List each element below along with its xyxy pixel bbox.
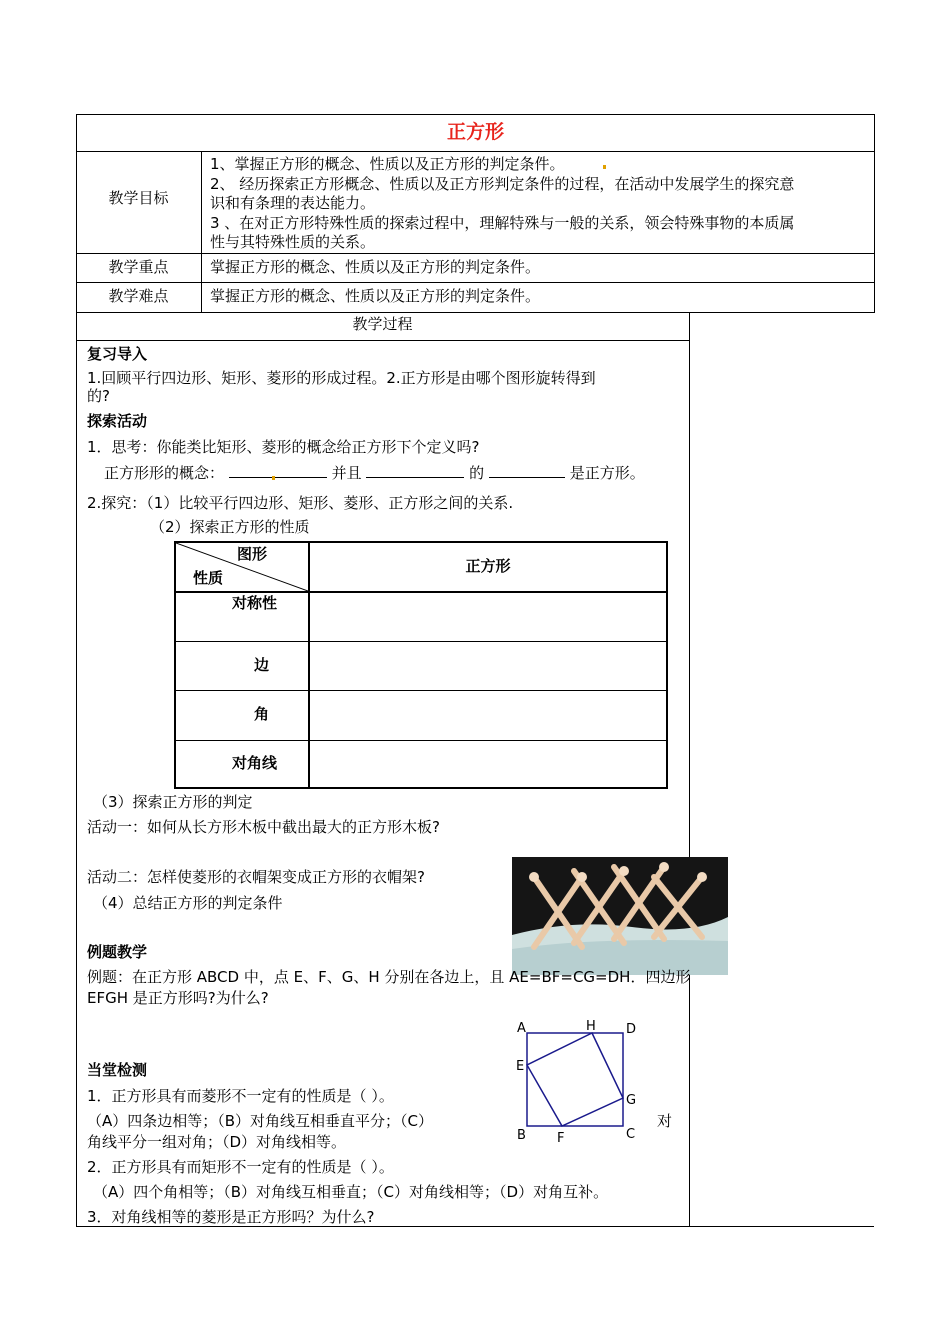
hat-rack-photo — [512, 857, 728, 975]
key-label: 教学重点 — [108, 258, 169, 276]
review-line: 1.回顾平行四边形、矩形、菱形的形成过程。2.正方形是由哪个图形旋转得到 — [87, 369, 596, 387]
concept-suffix: 是正方形。 — [569, 464, 645, 482]
activity: 活动二：怎样使菱形的衣帽架变成正方形的衣帽架? — [87, 868, 425, 886]
divider — [76, 151, 875, 152]
example-title: 例题教学 — [87, 943, 148, 961]
goal-line: 2、 经历探索正方形概念、性质以及正方形判定条件的过程，在活动中发展学生的探究意 — [210, 175, 795, 193]
dot-mark — [272, 476, 275, 480]
check-options: 角线平分一组对角；（D）对角线相等。 — [87, 1133, 347, 1151]
goal-line: 3 、在对正方形特殊性质的探索过程中，理解特殊与一般的关系，领会特殊事物的本质属 — [210, 214, 795, 232]
concept-line — [104, 463, 645, 482]
diag-bottom-label: 性质 — [193, 569, 224, 587]
blank-field[interactable] — [489, 463, 565, 478]
question: （4）总结正方形的判定条件 — [93, 894, 283, 912]
diag-top-label: 图形 — [237, 545, 268, 563]
check-options: （A）四个角相等；（B）对角线互相垂直；（C）对角线相等；（D）对角互补。 — [93, 1183, 609, 1201]
blank-field[interactable] — [229, 463, 327, 478]
row-label: 对称性 — [232, 594, 278, 612]
question: 2.探究：（1）比较平行四边形、矩形、菱形、正方形之间的关系. — [87, 494, 514, 512]
concept-of: 的 — [469, 464, 485, 482]
question: 1．思考：你能类比矩形、菱形的概念给正方形下个定义吗? — [87, 438, 480, 456]
page-title: 正方形 — [446, 121, 504, 143]
label-c: C — [626, 1127, 636, 1142]
divider — [76, 340, 689, 341]
label-g: G — [626, 1093, 637, 1108]
dot-mark — [603, 165, 606, 169]
label-f: F — [557, 1131, 565, 1146]
check-question: 2．正方形具有而矩形不一定有的性质是（ ）。 — [87, 1158, 394, 1176]
frame-right — [689, 313, 690, 1226]
row-label: 角 — [254, 705, 270, 723]
explore-title: 探索活动 — [87, 412, 148, 430]
question: （3）探索正方形的判定 — [93, 793, 253, 811]
question: （2）探索正方形的性质 — [150, 518, 310, 536]
divider — [76, 253, 875, 254]
check-question: 1．正方形具有而菱形不一定有的性质是（ ）。 — [87, 1087, 394, 1105]
table-row-divider — [174, 591, 668, 593]
row-label: 对角线 — [232, 754, 278, 772]
label-h: H — [586, 1019, 596, 1034]
example-text: EFGH 是正方形吗?为什么? — [87, 989, 269, 1007]
label-a: A — [517, 1021, 526, 1036]
label-d: D — [626, 1022, 637, 1037]
frame-left — [76, 313, 77, 1226]
check-options: （A）四条边相等；（B）对角线互相垂直平分；（C） — [87, 1112, 434, 1130]
process-heading: 教学过程 — [352, 315, 413, 333]
activity: 活动一：如何从长方形木板中截出最大的正方形木板? — [87, 818, 440, 836]
divider — [201, 151, 202, 313]
square-diagram — [512, 1018, 644, 1146]
goal-line: 识和有条理的表达能力。 — [210, 194, 376, 212]
label-e: E — [516, 1059, 525, 1074]
row-label: 边 — [254, 656, 270, 674]
concept-and: 并且 — [331, 464, 362, 482]
example-text: 例题：在正方形 ABCD 中，点 E、F、G、H 分别在各边上，且 AE=BF=CG=DH．四边形 — [87, 968, 691, 986]
table-row-divider — [174, 690, 668, 691]
goals-label: 教学目标 — [108, 189, 169, 207]
check-question: 3．对角线相等的菱形是正方形吗？为什么? — [87, 1208, 375, 1226]
label-b: B — [517, 1128, 526, 1143]
col-header: 正方形 — [465, 557, 511, 575]
divider — [76, 282, 875, 283]
check-title: 当堂检测 — [87, 1061, 148, 1079]
difficult-text: 掌握正方形的概念、性质以及正方形的判定条件。 — [210, 287, 541, 305]
difficult-label: 教学难点 — [108, 287, 169, 305]
goal-line: 1、掌握正方形的概念、性质以及正方形的判定条件。 — [210, 155, 565, 173]
table-row-divider — [174, 641, 668, 642]
review-title: 复习导入 — [87, 345, 148, 363]
table-col-divider — [308, 541, 310, 789]
table-row-divider — [174, 740, 668, 741]
goal-line: 性与其特殊性质的关系。 — [210, 233, 376, 251]
check-options-tail: 对 — [657, 1112, 673, 1130]
concept-prefix: 正方形形的概念： — [104, 464, 225, 482]
blank-field[interactable] — [366, 463, 464, 478]
review-line: 的? — [87, 387, 110, 405]
key-text: 掌握正方形的概念、性质以及正方形的判定条件。 — [210, 258, 541, 276]
frame-bottom — [76, 1226, 874, 1227]
